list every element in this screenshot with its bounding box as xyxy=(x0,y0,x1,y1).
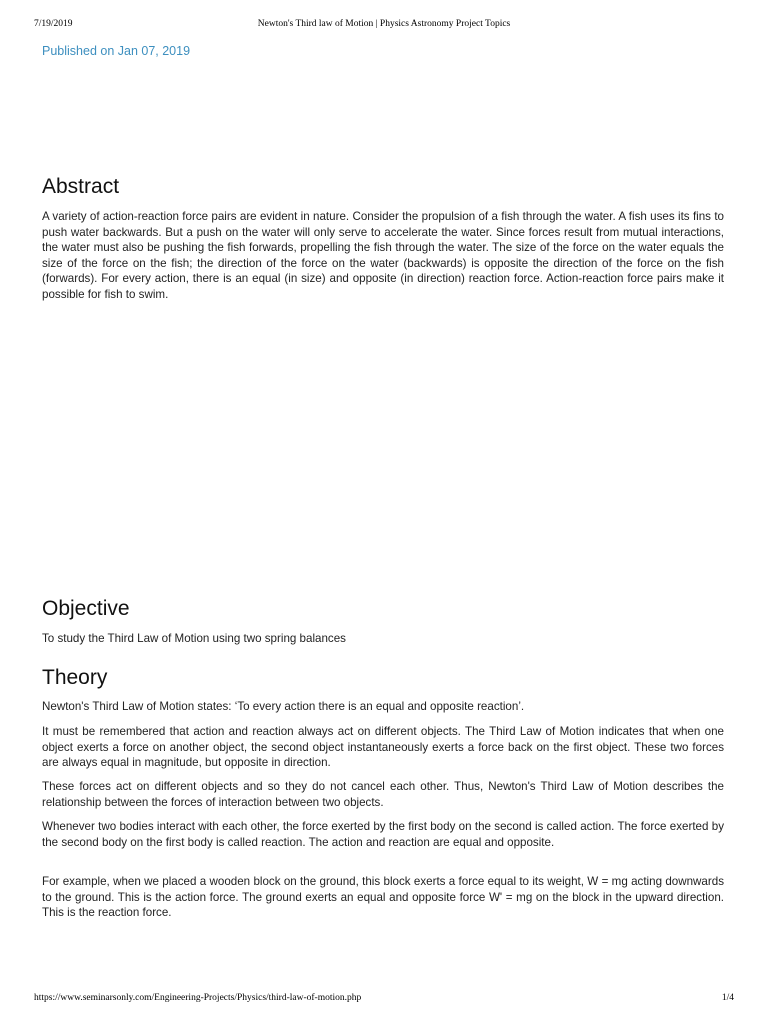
theory-paragraph: These forces act on different objects and so they do not cancel each other. Thus, Newton's Third Law of Motion describes the relationship between the forces of interaction between two objects. xyxy=(42,780,724,809)
print-page-title: Newton's Third law of Motion | Physics Astronomy Project Topics xyxy=(257,19,511,29)
objective-heading: Objective xyxy=(42,597,130,620)
print-header xyxy=(34,19,734,31)
theory-heading: Theory xyxy=(42,666,108,689)
theory-paragraph: Newton's Third Law of Motion states: ‘To every action there is an equal and opposite reaction’. xyxy=(42,700,525,713)
objective-paragraph: To study the Third Law of Motion using two spring balances xyxy=(42,632,346,645)
print-footer xyxy=(34,993,734,1005)
print-date: 7/19/2019 xyxy=(34,19,73,29)
theory-paragraph: It must be remembered that action and reaction always act on different objects. The Third Law of Motion indicates that when one object exerts a force on another object, the second object instantaneously exerts a force back on the first object. These two forces are always equal in magnitude, but opposite in direction. xyxy=(42,725,724,769)
print-url: https://www.seminarsonly.com/Engineering-Projects/Physics/third-law-of-motion.php xyxy=(34,993,362,1003)
print-page-number: 1/4 xyxy=(721,993,734,1003)
abstract-paragraph: A variety of action-reaction force pairs are evident in nature. Consider the propulsion of a fish through the water. A fish uses its fins to push water backwards. But a push on the water will only serve to accelerate the water. Since forces result from mutual interactions, the water must also be pushing the fish forwards, propelling the fish through the water. The size of the force on the water equals the size of the force on the fish; the direction of the force on the water (backwards) is opposite the direction of the force on the fish (forwards). For every action, there is an equal (in size) and opposite (in direction) reaction force. Action-reaction force pairs make it possible for fish to swim. xyxy=(42,210,724,301)
theory-paragraph: For example, when we placed a wooden block on the ground, this block exerts a force equal to its weight, W = mg acting downwards to the ground. This is the action force. The ground exerts an equal and opposite force W' = mg on the block in the upward direction. This is the reaction force. xyxy=(42,875,724,919)
published-date: Published on Jan 07, 2019 xyxy=(42,44,191,58)
abstract-heading: Abstract xyxy=(42,175,120,198)
theory-paragraph: Whenever two bodies interact with each other, the force exerted by the first body on the second is called action. The force exerted by the second body on the first body is called reaction. The action and reaction are equal and opposite. xyxy=(42,820,724,849)
